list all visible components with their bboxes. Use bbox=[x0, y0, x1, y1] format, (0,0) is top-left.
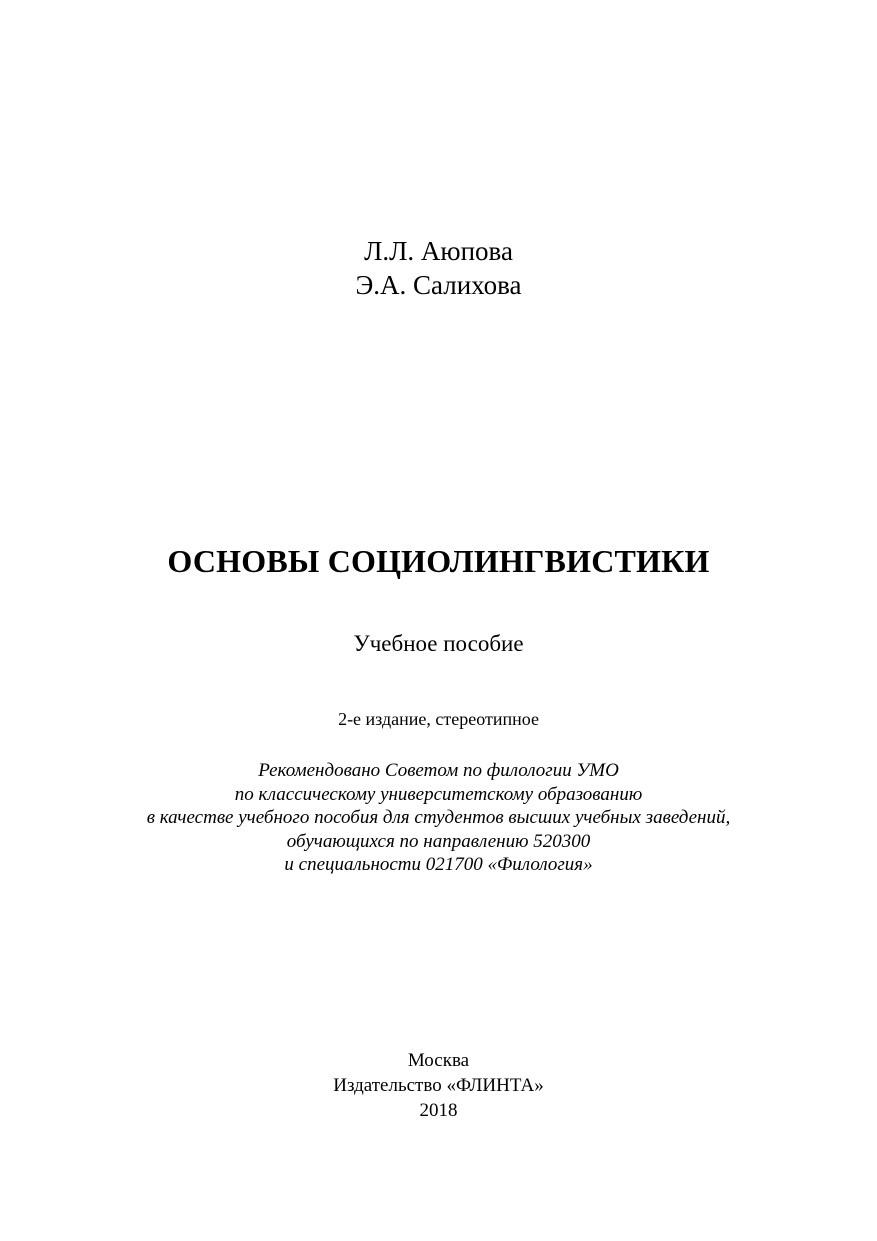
recommendation-line: по классическому университетскому образованию bbox=[234, 783, 643, 805]
recommendation-line: Рекомендовано Советом по филологии УМО bbox=[258, 760, 619, 781]
author-name: Э.А. Салихова bbox=[355, 270, 522, 300]
recommendation-block bbox=[0, 759, 877, 877]
book-subtitle: Учебное пособие bbox=[353, 631, 524, 656]
authors-block bbox=[0, 234, 877, 302]
imprint-city: Москва bbox=[407, 1050, 470, 1071]
imprint-block bbox=[0, 1048, 877, 1123]
edition-note: 2-е издание, стереотипное bbox=[338, 709, 539, 729]
recommendation-line: обучающихся по направлению 520300 bbox=[286, 830, 591, 852]
recommendation-line: в качестве учебного пособия для студентов высших учебных заведений, bbox=[146, 807, 731, 828]
recommendation-line: и специальности 021700 «Филология» bbox=[284, 854, 593, 875]
imprint-year: 2018 bbox=[419, 1100, 458, 1121]
author-name: Л.Л. Аюпова bbox=[364, 236, 513, 266]
book-title: ОСНОВЫ СОЦИОЛИНГВИСТИКИ bbox=[167, 543, 710, 579]
imprint-publisher: Издательство «ФЛИНТА» bbox=[333, 1075, 544, 1096]
